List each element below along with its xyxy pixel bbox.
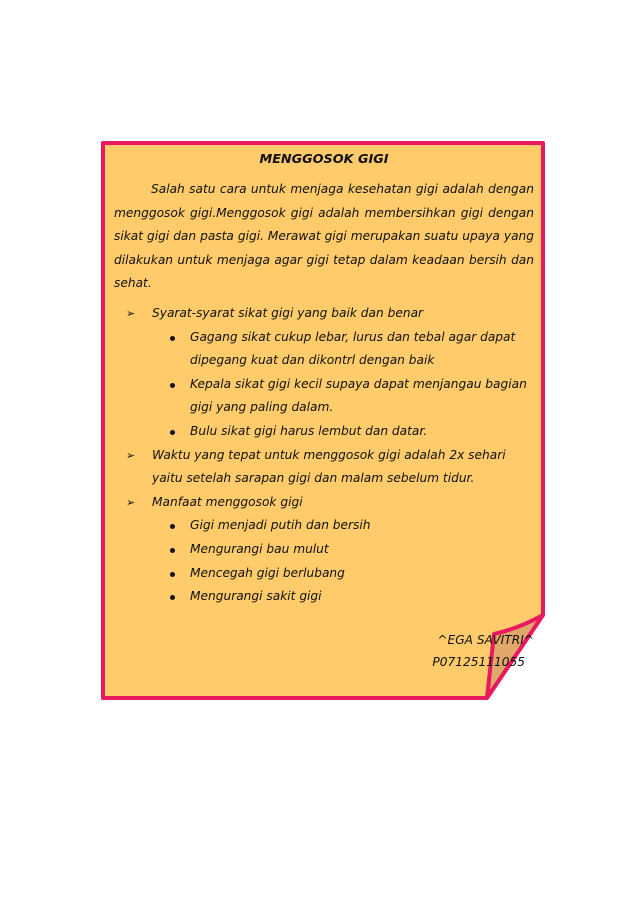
list-item: Mencegah gigi berlubang — [152, 562, 534, 586]
author-name: ^EGA SAVITRI^ — [437, 632, 534, 647]
section-timing — [114, 444, 534, 491]
bullet-icon — [170, 548, 175, 553]
intro-paragraph: Salah satu cara untuk menjaga kesehatan gigi adalah dengan menggosok gigi.Menggosok gigi adalah membersihkan gigi dengan sikat gigi dan pasta gigi. Merawat gigi merupakan suatu upaya yang dilakukan untuk menjaga agar gigi tetap dalam keadaan bersih dan sehat. — [114, 182, 534, 291]
section-heading: Waktu yang tepat untuk menggosok gigi adalah 2x sehari yaitu setelah sarapan gigi dan malam sebelum tidur. — [152, 447, 506, 486]
list-item: Mengurangi sakit gigi — [152, 585, 534, 609]
bullet-icon — [170, 595, 175, 600]
bullet-icon — [170, 383, 175, 388]
bullet-icon — [170, 572, 175, 577]
list-item: Kepala sikat gigi kecil supaya dapat menjangau bagian gigi yang paling dalam. — [152, 373, 534, 420]
requirements-list — [152, 326, 534, 444]
list-item: Mengurangi bau mulut — [152, 538, 534, 562]
bullet-icon — [170, 430, 175, 435]
note-content — [114, 150, 534, 673]
page-title: MENGGOSOK GIGI — [259, 152, 389, 167]
section-heading: Manfaat menggosok gigi — [152, 494, 303, 509]
arrow-bullet-icon: ➢ — [126, 306, 136, 320]
author-id: P07125111055 — [432, 654, 525, 669]
bullet-icon — [170, 524, 175, 529]
section-benefits — [114, 491, 534, 609]
list-item: Bulu sikat gigi harus lembut dan datar. — [152, 420, 534, 444]
section-heading: Syarat-syarat sikat gigi yang baik dan benar — [152, 305, 424, 320]
bullet-icon — [170, 336, 175, 341]
benefits-list — [152, 514, 534, 608]
arrow-bullet-icon: ➢ — [126, 495, 136, 509]
section-requirements — [114, 302, 534, 444]
signature-block — [114, 629, 534, 673]
arrow-bullet-icon: ➢ — [126, 448, 136, 462]
section-list — [114, 302, 534, 609]
list-item: Gagang sikat cukup lebar, lurus dan tebal agar dapat dipegang kuat dan dikontrl dengan baik — [152, 326, 534, 373]
list-item: Gigi menjadi putih dan bersih — [152, 514, 534, 538]
